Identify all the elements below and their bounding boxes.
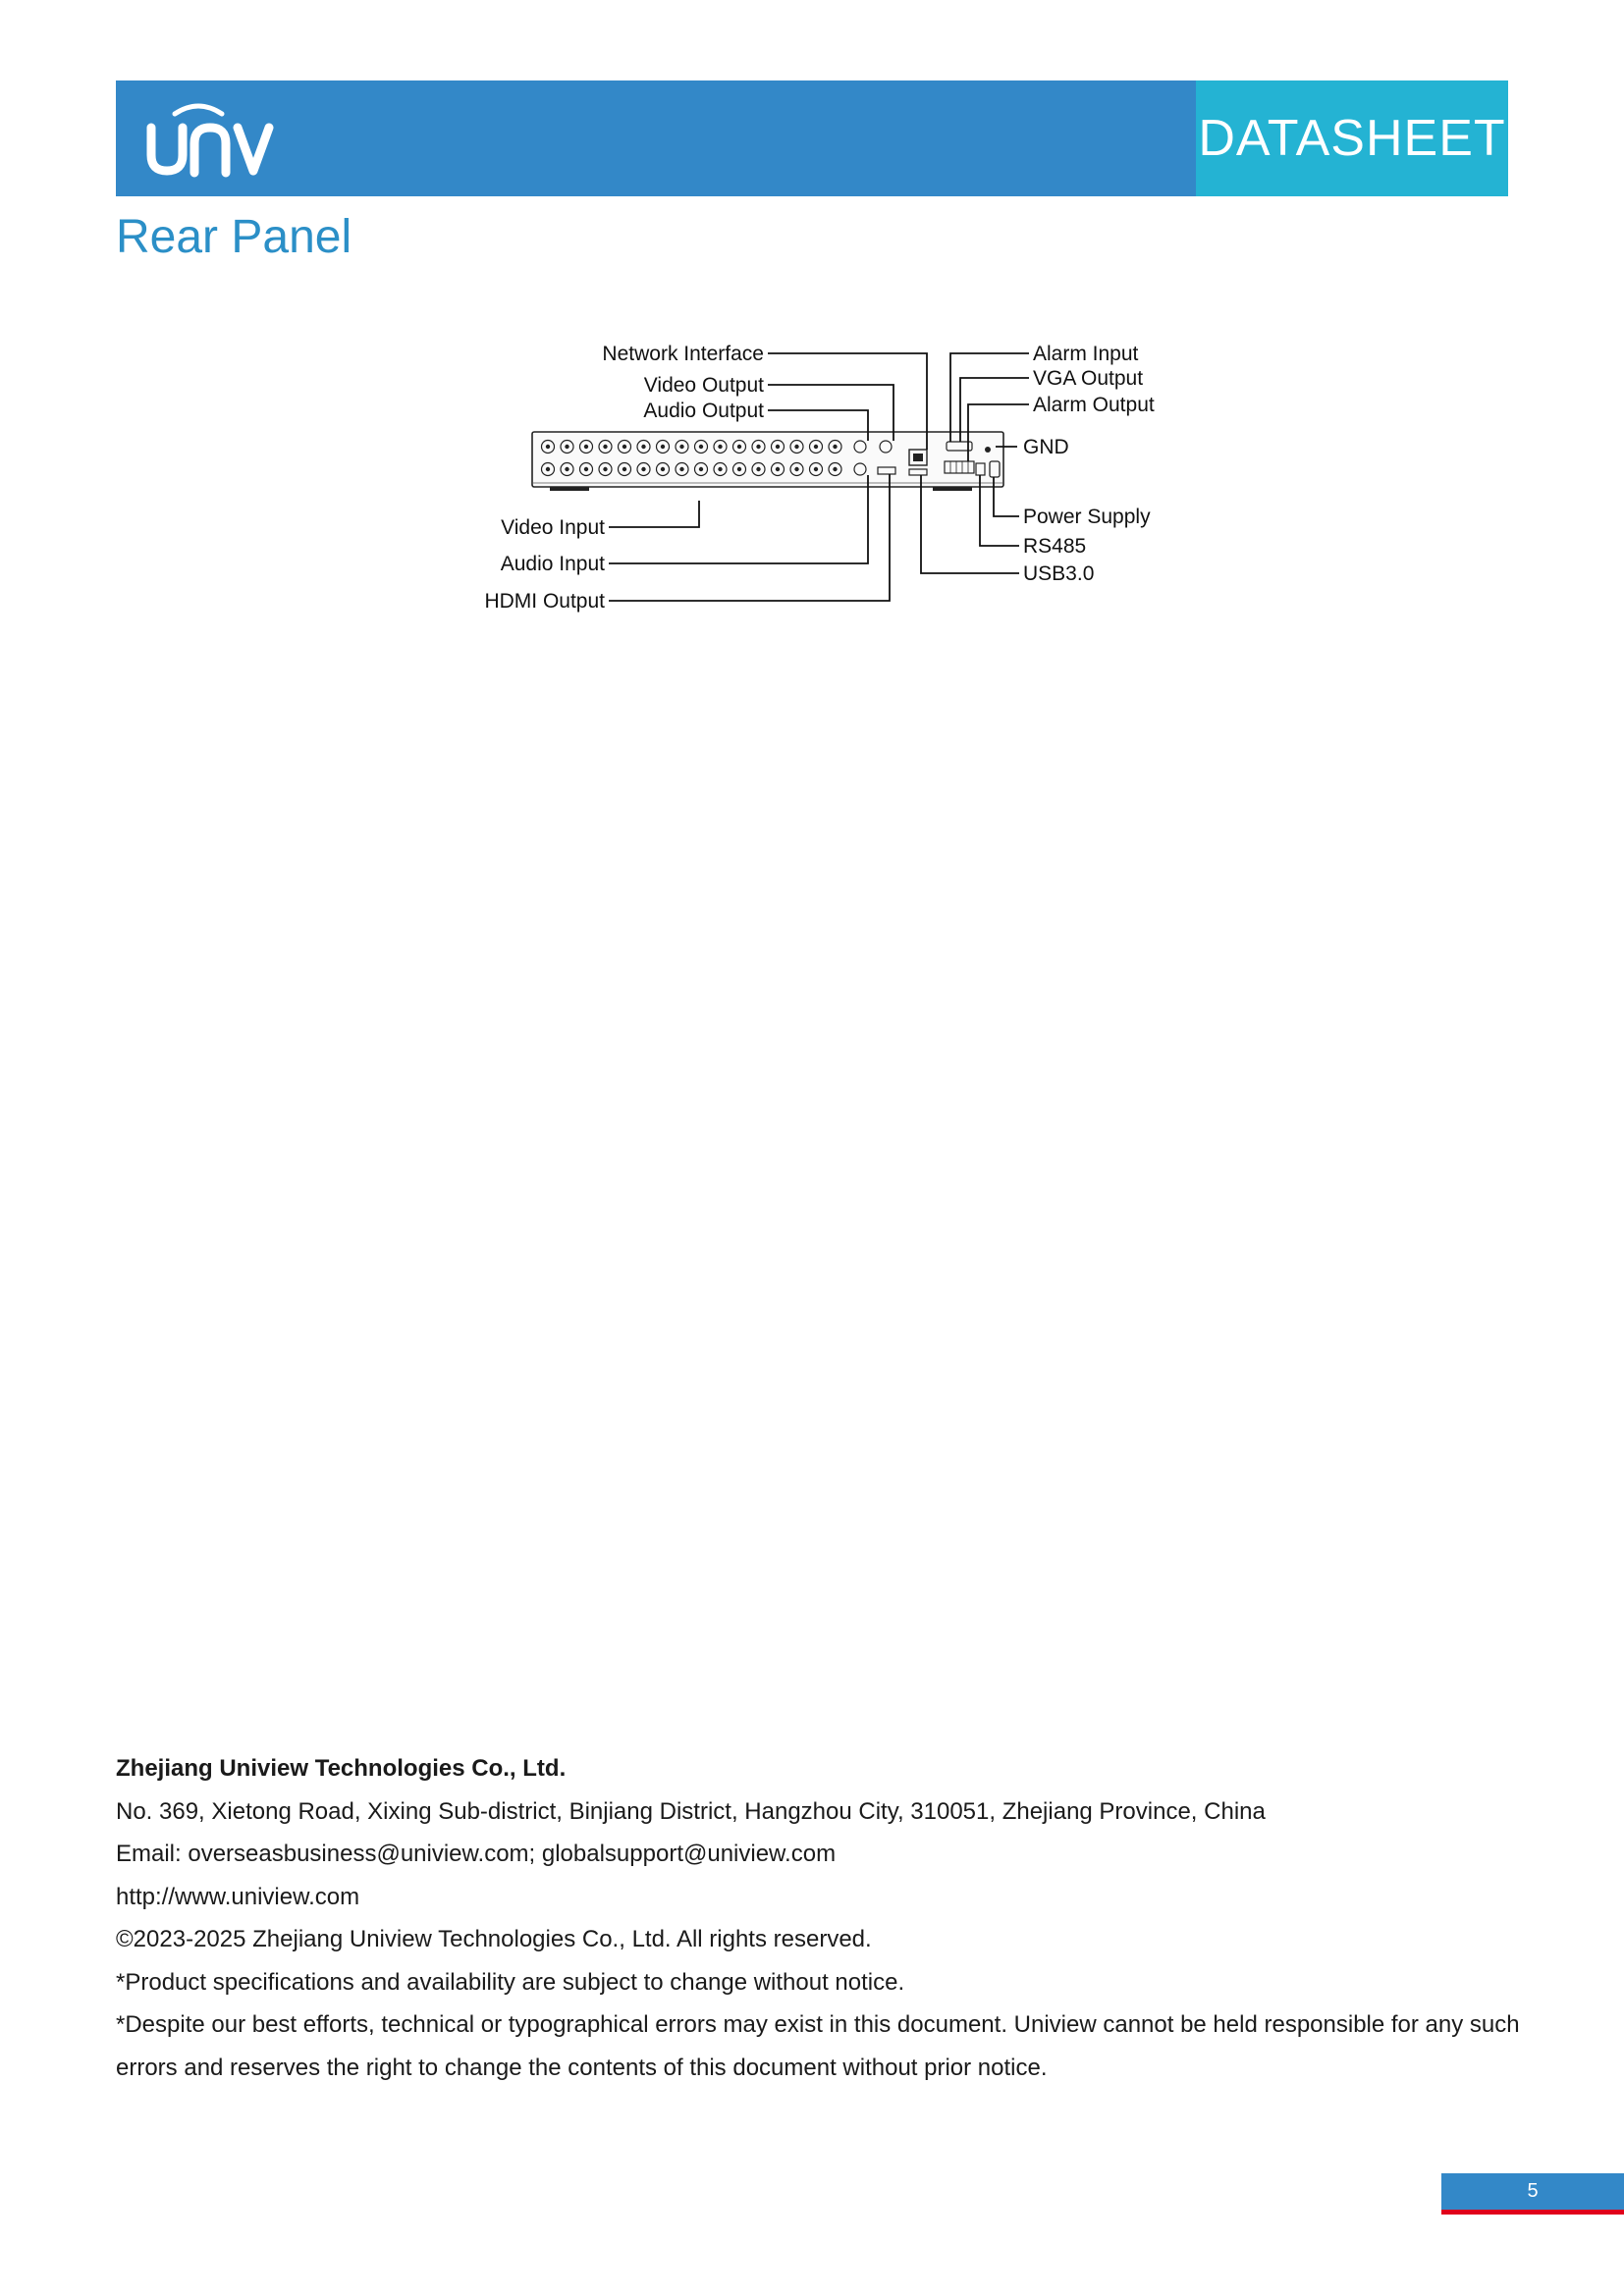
page-number: 5 bbox=[1441, 2173, 1624, 2215]
bnc-connector-pin bbox=[794, 467, 798, 471]
bnc-connector-pin bbox=[546, 467, 550, 471]
label-rs485: RS485 bbox=[1023, 535, 1087, 558]
rear-panel-diagram bbox=[471, 324, 1178, 618]
bnc-connector-pin bbox=[833, 467, 837, 471]
label-video-input: Video Input bbox=[501, 516, 605, 539]
bnc-connector-pin bbox=[737, 445, 741, 449]
label-alarm-output: Alarm Output bbox=[1033, 394, 1155, 416]
section-title: Rear Panel bbox=[116, 211, 352, 263]
disclaimer-errors: *Despite our best efforts, technical or typographical errors may exist in this document. Uniview cannot be held responsible for any such errors and reserves the right to change the contents of this document without prior notice. bbox=[116, 2011, 1520, 2081]
label-usb3: USB3.0 bbox=[1023, 562, 1095, 585]
bnc-connector-pin bbox=[756, 467, 760, 471]
bnc-connector-pin bbox=[679, 467, 683, 471]
bnc-connector-pin bbox=[623, 445, 626, 449]
bnc-connector-pin bbox=[776, 467, 780, 471]
label-audio-output: Audio Output bbox=[643, 400, 764, 422]
label-audio-input: Audio Input bbox=[500, 553, 605, 575]
company-website[interactable]: http://www.uniview.com bbox=[116, 1883, 360, 1910]
company-address: No. 369, Xietong Road, Xixing Sub-district, Binjiang District, Hangzhou City, 310051, Zhejiang Province, China bbox=[116, 1797, 1266, 1825]
bnc-connector-pin bbox=[718, 467, 722, 471]
bnc-connector-pin bbox=[776, 445, 780, 449]
bnc-connector-pin bbox=[623, 467, 626, 471]
bnc-connector-pin bbox=[794, 445, 798, 449]
bnc-connector-pin bbox=[565, 445, 568, 449]
unv-logo bbox=[137, 94, 285, 183]
bnc-connector-pin bbox=[661, 467, 665, 471]
disclaimer-specifications: *Product specifications and availability are subject to change without notice. bbox=[116, 1968, 905, 1996]
nvr-rear-panel-illustration bbox=[532, 432, 1003, 491]
datasheet-badge: DATASHEET bbox=[1196, 80, 1508, 196]
label-power-supply: Power Supply bbox=[1023, 506, 1151, 528]
bnc-connector-pin bbox=[546, 445, 550, 449]
company-email: Email: overseasbusiness@uniview.com; globalsupport@uniview.com bbox=[116, 1841, 837, 1867]
bnc-connector-pin bbox=[641, 467, 645, 471]
label-vga-output: VGA Output bbox=[1033, 367, 1144, 390]
bnc-connector-pin bbox=[641, 445, 645, 449]
label-video-output: Video Output bbox=[643, 374, 764, 397]
label-gnd: GND bbox=[1023, 436, 1069, 458]
bnc-connector-pin bbox=[584, 467, 588, 471]
footer-contact-block bbox=[116, 1747, 1530, 2089]
bnc-connector-pin bbox=[565, 467, 568, 471]
bnc-connector-pin bbox=[699, 445, 703, 449]
bnc-connector-pin bbox=[679, 445, 683, 449]
copyright-notice: ©2023-2025 Zhejiang Uniview Technologies Co., Ltd. All rights reserved. bbox=[116, 1926, 872, 1952]
bnc-connector-pin bbox=[737, 467, 741, 471]
label-hdmi-output: HDMI Output bbox=[484, 590, 605, 613]
bnc-connector-pin bbox=[603, 445, 607, 449]
bnc-connector-pin bbox=[661, 445, 665, 449]
header-banner bbox=[116, 80, 1508, 196]
bnc-connector-pin bbox=[814, 467, 818, 471]
bnc-connector-pin bbox=[833, 445, 837, 449]
bnc-connector-pin bbox=[718, 445, 722, 449]
label-network-interface: Network Interface bbox=[602, 343, 764, 365]
label-alarm-input: Alarm Input bbox=[1033, 343, 1139, 365]
bnc-connector-pin bbox=[603, 467, 607, 471]
bnc-connector-pin bbox=[756, 445, 760, 449]
bnc-connector-pin bbox=[584, 445, 588, 449]
company-name: Zhejiang Uniview Technologies Co., Ltd. bbox=[116, 1755, 567, 1782]
bnc-connector-pin bbox=[699, 467, 703, 471]
bnc-connector-pin bbox=[814, 445, 818, 449]
